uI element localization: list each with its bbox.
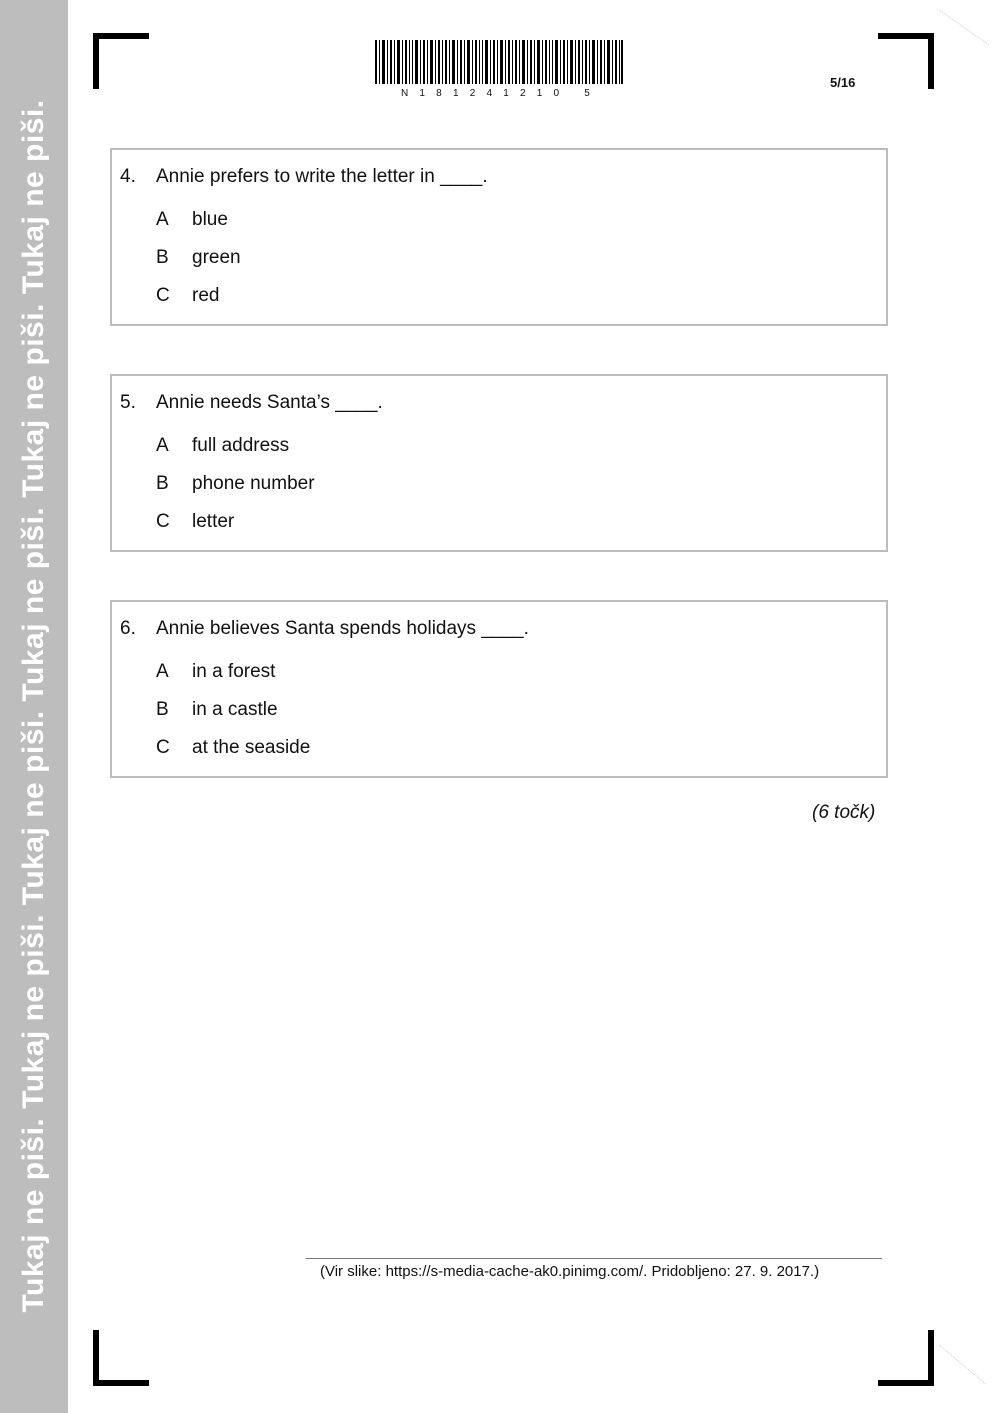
option-letter: C [156,511,170,532]
question-number: 4. [120,166,136,187]
page-number: 5/16 [830,75,856,90]
option-text: green [192,247,241,268]
option-c[interactable] [156,285,219,307]
option-letter: A [156,435,169,456]
option-letter: B [156,699,169,720]
image-source-note: (Vir slike: https://s-media-cache-ak0.pinimg.com/. Pridobljeno: 27. 9. 2017.) [320,1263,820,1280]
option-b[interactable] [156,473,315,495]
option-letter: A [156,661,169,682]
option-b[interactable] [156,699,278,721]
do-not-write-text: Tukaj ne piši. Tukaj ne piši. Tukaj ne piši. Tukaj ne piši. Tukaj ne piši. Tukaj ne piši. [17,99,50,1313]
option-text: in a forest [192,661,276,682]
margin-dots [939,1345,986,1384]
option-letter: B [156,247,169,268]
option-letter: A [156,209,169,230]
question-box-6 [110,600,888,778]
question-stem [120,166,488,188]
option-text: in a castle [192,699,278,720]
points-label: (6 točk) [812,802,876,823]
option-c[interactable] [156,511,234,533]
option-b[interactable] [156,247,241,269]
option-a[interactable] [156,435,289,457]
option-a[interactable] [156,209,228,231]
option-text: phone number [192,473,315,494]
corner-mark-top-right [878,33,934,89]
option-a[interactable] [156,661,275,683]
question-stem [120,392,383,414]
footnote-divider [306,1258,882,1259]
option-text: red [192,285,220,306]
option-text: letter [192,511,235,532]
question-text: Annie prefers to write the letter in ____. [156,166,488,187]
option-text: blue [192,209,228,230]
option-text: full address [192,435,290,456]
barcode [375,40,623,84]
margin-dots [939,10,989,45]
question-text: Annie needs Santa’s ____. [156,392,383,413]
question-number: 5. [120,392,136,413]
question-number: 6. [120,618,136,639]
barcode-digits: N181241210 5 [401,88,602,99]
corner-mark-bottom-right [878,1330,934,1386]
question-stem [120,618,529,640]
question-box-5 [110,374,888,552]
question-text: Annie believes Santa spends holidays ____. [156,618,529,639]
side-strip [0,0,68,1413]
option-c[interactable] [156,737,310,759]
option-letter: B [156,473,169,494]
question-box-4 [110,148,888,326]
option-letter: C [156,285,170,306]
corner-mark-bottom-left [93,1330,149,1386]
corner-mark-top-left [93,33,149,89]
option-letter: C [156,737,170,758]
option-text: at the seaside [192,737,311,758]
